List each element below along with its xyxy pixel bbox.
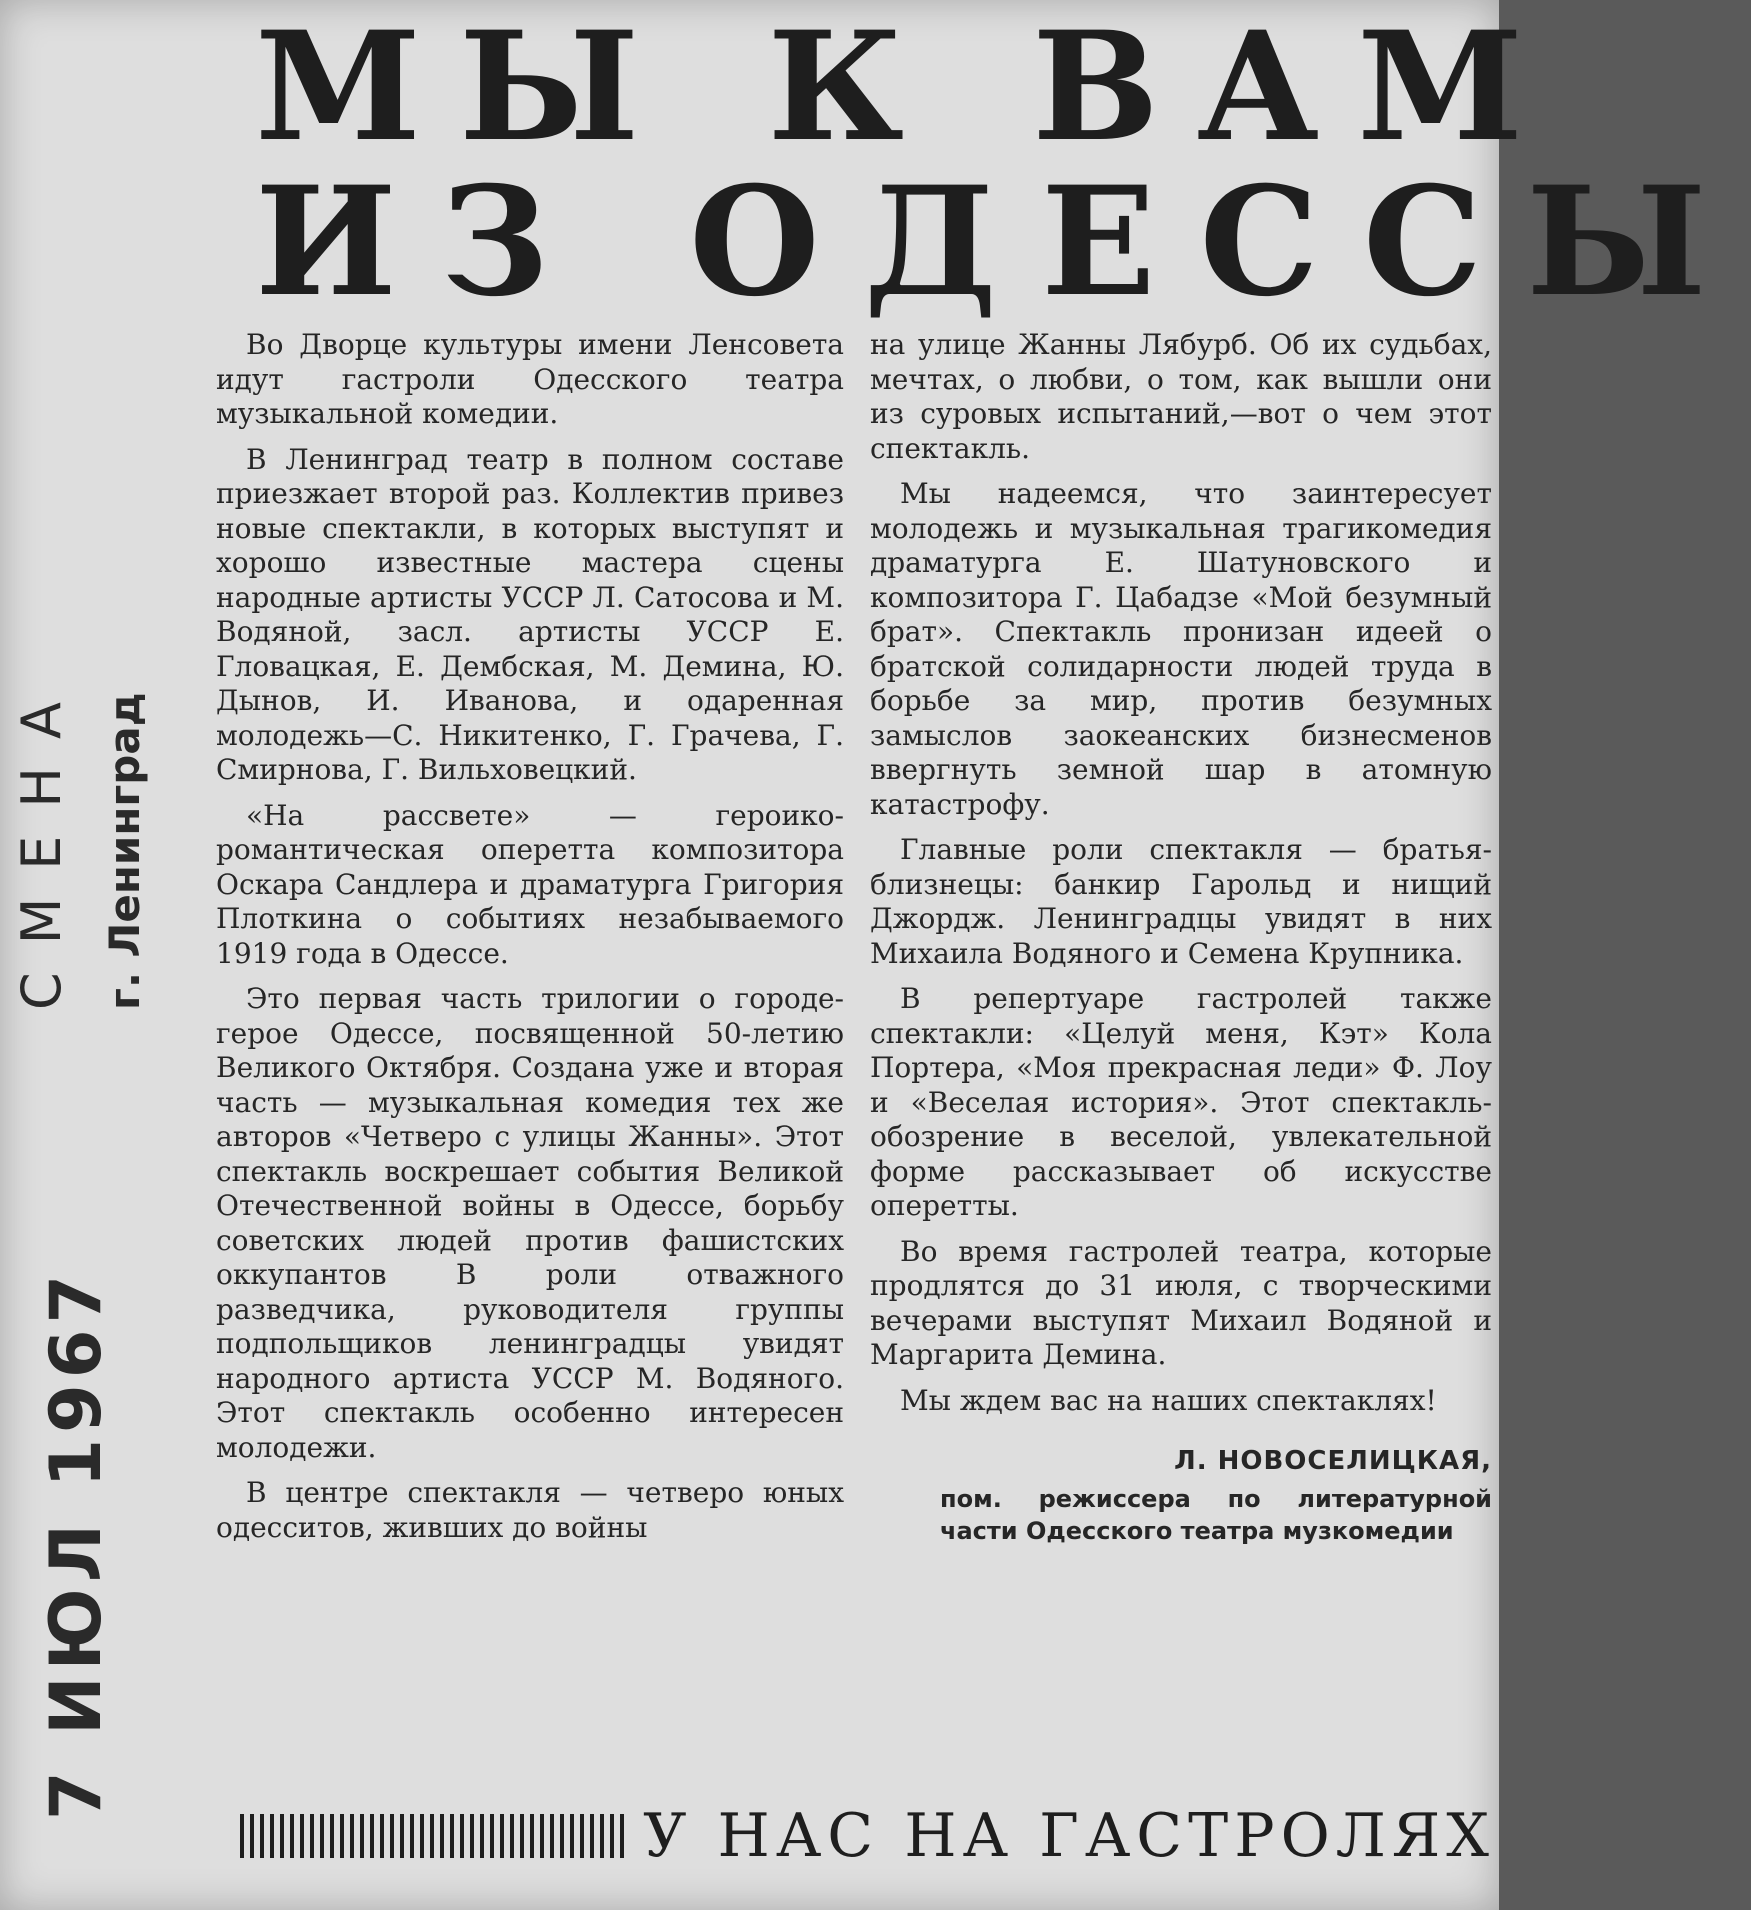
article-paragraph: на улице Жанны Лябурб. Об их судьбах, мечтах, о любви, о том, как вышли они из суровых испытаний,—вот о чем этот спектакль. <box>870 328 1492 465</box>
article-paragraph: В репертуаре гастролей также спектакли: «Целуй меня, Кэт» Кола Портера, «Моя прекрасная леди» Ф. Лоу и «Веселая история». Этот спектакль-обозрение в веселой, увлекательной форме рассказывает об искусстве оперетты. <box>870 982 1492 1222</box>
rubric-banner <box>240 1800 1495 1872</box>
article-paragraph: Это первая часть трилогии о городе-герое Одессе, посвященной 50-летию Великого Октября. Создана уже и вторая часть — музыкальная комедия тех же авторов «Четверо с улицы Жанны». Этот спектакль воскрешает события Великой Отечественной войны в Одессе, борьбу советских людей против фашистских оккупантов В роли отважного разведчика, руководителя группы подпольщиков ленинградцы увидят народного артиста УССР М. Водяного. Этот спектакль особенно интересен молодежи. <box>216 982 844 1464</box>
rubric-title: У НАС НА ГАСТРОЛЯХ <box>643 1801 1495 1871</box>
article-paragraph: Во время гастролей театра, которые продлятся до 31 июля, с творческими вечерами выступят Михаил Водяной и Маргарита Демина. <box>870 1234 1492 1371</box>
author-title: пом. режиссера по литературной части Одесского театра музкомедии <box>940 1484 1492 1545</box>
rubric-hatching <box>240 1814 625 1858</box>
stamp-city: г. Ленинград <box>100 692 149 1010</box>
article-paragraph: Во Дворце культуры имени Ленсовета идут гастроли Одесского театра музыкальной комедии. <box>216 328 844 430</box>
stamp-newspaper-name: СМЕНА <box>10 674 73 1010</box>
headline-line-2: ИЗ ОДЕССЫ <box>255 154 1751 330</box>
headline-line-1: МЫ К ВАМ <box>255 0 1562 175</box>
article-paragraph: В Ленинград театр в полном составе приезжает второй раз. Коллектив привез новые спектакли, в которых выступят и хорошо известные мастера сцены народные артисты УССР Л. Сатосова и М. Водяной, засл. артисты УССР Е. Гловацкая, Е. Дембская, М. Демина, Ю. Дынов, И. Иванова, и одаренная молодежь—С. Никитенко, Г. Грачева, Г. Смирнова, Г. Вильховецкий. <box>216 442 844 786</box>
article-paragraph: Мы надеемся, что заинтересует молодежь и музыкальная трагикомедия драматурга Е. Шатуновского и композитора Г. Цабадзе «Мой безумный брат». Спектакль пронизан идеей о братской солидарности людей труда в борьбе за мир, против безумных замыслов заокеанских бизнесменов ввергнуть земной шар в атомную катастрофу. <box>870 477 1492 821</box>
article-column-left <box>216 328 844 1556</box>
article-paragraph: В центре спектакля — четверо юных одесситов, живших до войны <box>216 1476 844 1544</box>
headline <box>255 0 1751 330</box>
author-name: Л. НОВОСЕЛИЦКАЯ, <box>1174 1446 1492 1476</box>
article-paragraph: Главные роли спектакля — братья-близнецы: банкир Гарольд и нищий Джордж. Ленинградцы увидят в них Михаила Водяного и Семена Крупника. <box>870 833 1492 970</box>
stamp-date: 7 ИЮЛ 1967 <box>35 1268 117 1820</box>
article-paragraph: Мы ждем вас на наших спектаклях! <box>900 1383 1437 1417</box>
article-paragraph: «На рассвете» — героико-романтическая оперетта композитора Оскара Сандлера и драматурга Григория Плоткина о событиях незабываемого 1919 года в Одессе. <box>216 798 844 970</box>
article-column-right <box>870 328 1492 1547</box>
